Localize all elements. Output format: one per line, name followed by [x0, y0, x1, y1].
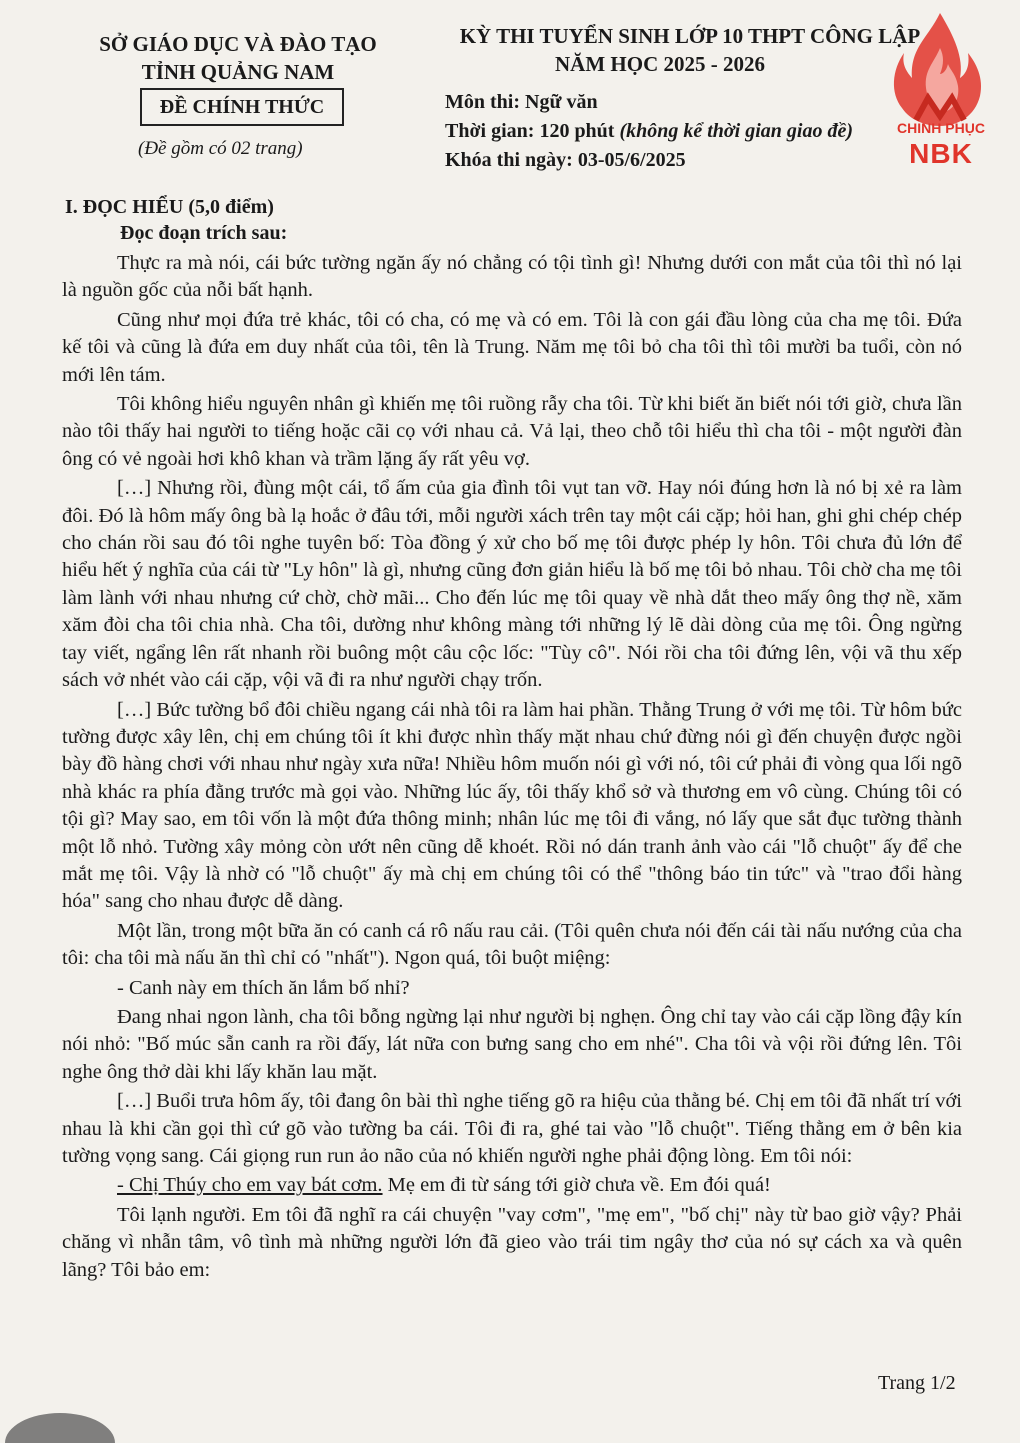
- date-line: [445, 146, 853, 175]
- exam-title: KỲ THI TUYỂN SINH LỚP 10 THPT CÔNG LẬP: [459, 24, 921, 48]
- date-value: 03-05/6/2025: [577, 149, 686, 171]
- underlined-phrase: - Chị Thúy cho em vay bát cơm.: [117, 1174, 383, 1197]
- page-number: Trang 1/2: [878, 1372, 956, 1394]
- passage-paragraph: Thực ra mà nói, cái bức tường ngăn ấy nó chẳng có tội tình gì! Nhưng dưới con mắt của tôi thì nó lại là nguồn gốc của nỗi bất hạnh.: [62, 252, 962, 302]
- section-title: I. ĐỌC HIỂU (5,0 điểm): [65, 196, 274, 218]
- finger-shadow-icon: [0, 1395, 120, 1443]
- passage-paragraph: Tôi lạnh người. Em tôi đã nghĩ ra cái chuyện "vay cơm", "mẹ em", "bố chị" này từ bao giờ vậy? Phải chăng vì nhẫn tâm, vô tình mà những người lớn đã gieo vào trái tim ngây thơ của nó sự cách xa và quên lãng? Tôi bảo em:: [62, 1203, 962, 1281]
- time-value: 120 phút: [539, 120, 620, 142]
- school-year: NĂM HỌC 2025 - 2026: [555, 52, 765, 76]
- passage-paragraph: […] Buổi trưa hôm ấy, tôi đang ôn bài thì nghe tiếng gõ ra hiệu của thằng bé. Chị em tôi đã nhất trí với nhau là khi cần gọi thì cứ gõ vào tường ba cái. Tôi đi ra, ghé tai vào "lỗ chuột". Tiếng thằng em ở bên kia tường vọng sang. Cái giọng run run ảo não của nó khiến người nghe phải động lòng. Em tôi nói:: [62, 1090, 962, 1167]
- time-line: [445, 117, 853, 146]
- passage-paragraph: […] Bức tường bổ đôi chiều ngang cái nhà tôi ra làm hai phần. Thằng Trung ở với mẹ tôi. Từ hôm bức tường được xây lên, chị em chúng tôi ít khi được nhìn thấy mặt nhau chứ đừng nói gì đến chuyện được ngồi bày đồ hàng chơi với nhau như ngày xưa nữa! Nhiều hôm muốn nói gì với nó, tôi cứ phải đi vòng qua lối ngõ nhà khác ra phía đằng trước mà gọi vào. Những lúc ấy, tôi thấy khổ sở và thương em vô cùng. Chúng tôi có tội gì? May sao, em tôi vốn là một đứa thông minh; nhân lúc mẹ tôi đi vắng, nó lấy que sắt đục tường thành một lỗ nhỏ. Tường xây mỏng còn ướt nên cũng dễ khoét. Rồi nó dán tranh ảnh vào cái "lỗ chuột" ấy để che mắt mẹ tôi. Vậy là nhờ có "lỗ chuột" ấy mà chị em chúng tôi có thể "thông báo tin tức" và "trao đổi hàng hóa" sang cho nhau được dễ dàng.: [62, 698, 962, 913]
- passage-paragraph: Cũng như mọi đứa trẻ khác, tôi có cha, có mẹ và có em. Tôi là con gái đầu lòng của cha mẹ tôi. Đứa kế tôi và cũng là đứa em duy nhất của tôi, tên là Trung. Năm mẹ tôi bỏ cha tôi thì tôi mười ba tuổi, còn nó mới lên tám.: [62, 308, 962, 386]
- logo-brand: NBK: [909, 138, 973, 169]
- pages-note: (Đề gồm có 02 trang): [138, 138, 303, 159]
- reading-instruction: Đọc đoạn trích sau:: [120, 222, 288, 244]
- time-label: Thời gian:: [445, 120, 540, 142]
- time-note: (không kể thời gian giao đề): [619, 120, 853, 142]
- logo-tagline: CHINH PHỤC: [897, 120, 985, 136]
- exam-header: [430, 22, 950, 78]
- passage-paragraph: […] Nhưng rồi, đùng một cái, tổ ấm của gia đình tôi vụt tan vỡ. Hay nói đúng hơn là nó bị xẻ ra làm đôi. Đó là hôm mấy ông bà lạ hoắc ở đâu tới, mỗi người xách trên tay một cái cặp; hỏi han, ghi ghi chép chép cho chán rồi sau đó tôi nghe tuyên bố: Tòa đồng ý xử cho bố mẹ tôi được phép ly hôn. Tôi chưa đủ lớn để hiểu hết ý nghĩa của cái từ "Ly hôn" là gì, nhưng cũng đơn giản hiểu là bố mẹ tôi bỏ nhau. Tôi chờ cha mẹ tôi làm lành với nhau nhưng cứ chờ, chờ mãi... Cho đến lúc mẹ tôi quay về nhà dắt theo mấy ông thợ nề, xăm xăm đòi cha tôi chia nhà. Cha tôi, dường như không màng tới những lý lẽ dài dòng của mẹ tôi. Ông ngừng tay viết, ngẩng lên rất nhanh rồi buông một câu cộc lốc: "Tùy cô". Nói rồi cha tôi đứng lên, vội vã thu xếp sách vở nhét vào cái cặp, vội vã đi ra như người chạy trốn.: [62, 477, 962, 692]
- province-name: TỈNH QUẢNG NAM: [141, 60, 335, 84]
- subject-label: Môn thi:: [445, 91, 525, 113]
- passage-paragraph: Một lần, trong một bữa ăn có canh cá rô nấu rau cải. (Tôi quên chưa nói đến cái tài nấu nướng của cha tôi: cha tôi mà nấu ăn thì chỉ có "nhất"). Ngon quá, tôi buột miệng:: [62, 919, 962, 970]
- department-header: [78, 30, 398, 86]
- dialog-rest: Mẹ em đi từ sáng tới giờ chưa về. Em đói quá!: [382, 1174, 771, 1197]
- date-label: Khóa thi ngày:: [445, 149, 578, 171]
- passage-paragraph: Đang nhai ngon lành, cha tôi bỗng ngừng lại như người bị nghẹn. Ông chỉ tay vào cái cặp lồng đậy kín nói nhỏ: "Bố múc sẵn canh ra rồi đấy, lát nữa con bưng sang cho em nhé". Cha tôi và vội rồi đứng lên. Tôi nghe ông thở dài khi lấy khăn lau mặt.: [62, 1005, 962, 1083]
- dialog-line: - Canh này em thích ăn lắm bố nhỉ?: [117, 976, 410, 999]
- dialog-line: [62, 1172, 962, 1199]
- reading-passage: [62, 250, 962, 1286]
- official-label: ĐỀ CHÍNH THỨC: [140, 88, 344, 126]
- subject-line: [445, 88, 853, 117]
- exam-info: [445, 88, 853, 175]
- subject-value: Ngữ văn: [525, 91, 598, 113]
- passage-paragraph: Tôi không hiểu nguyên nhân gì khiến mẹ tôi ruồng rẫy cha tôi. Từ khi biết ăn biết nói tới giờ, chưa lần nào tôi thấy hai người to tiếng hoặc cãi cọ với nhau cả. Vả lại, theo chỗ tôi hiểu thì cha tôi - một người đàn ông có vẻ ngoài hơi khô khan và trầm lặng ấy rất yêu vợ.: [62, 393, 962, 470]
- department-name: SỞ GIÁO DỤC VÀ ĐÀO TẠO: [99, 32, 377, 56]
